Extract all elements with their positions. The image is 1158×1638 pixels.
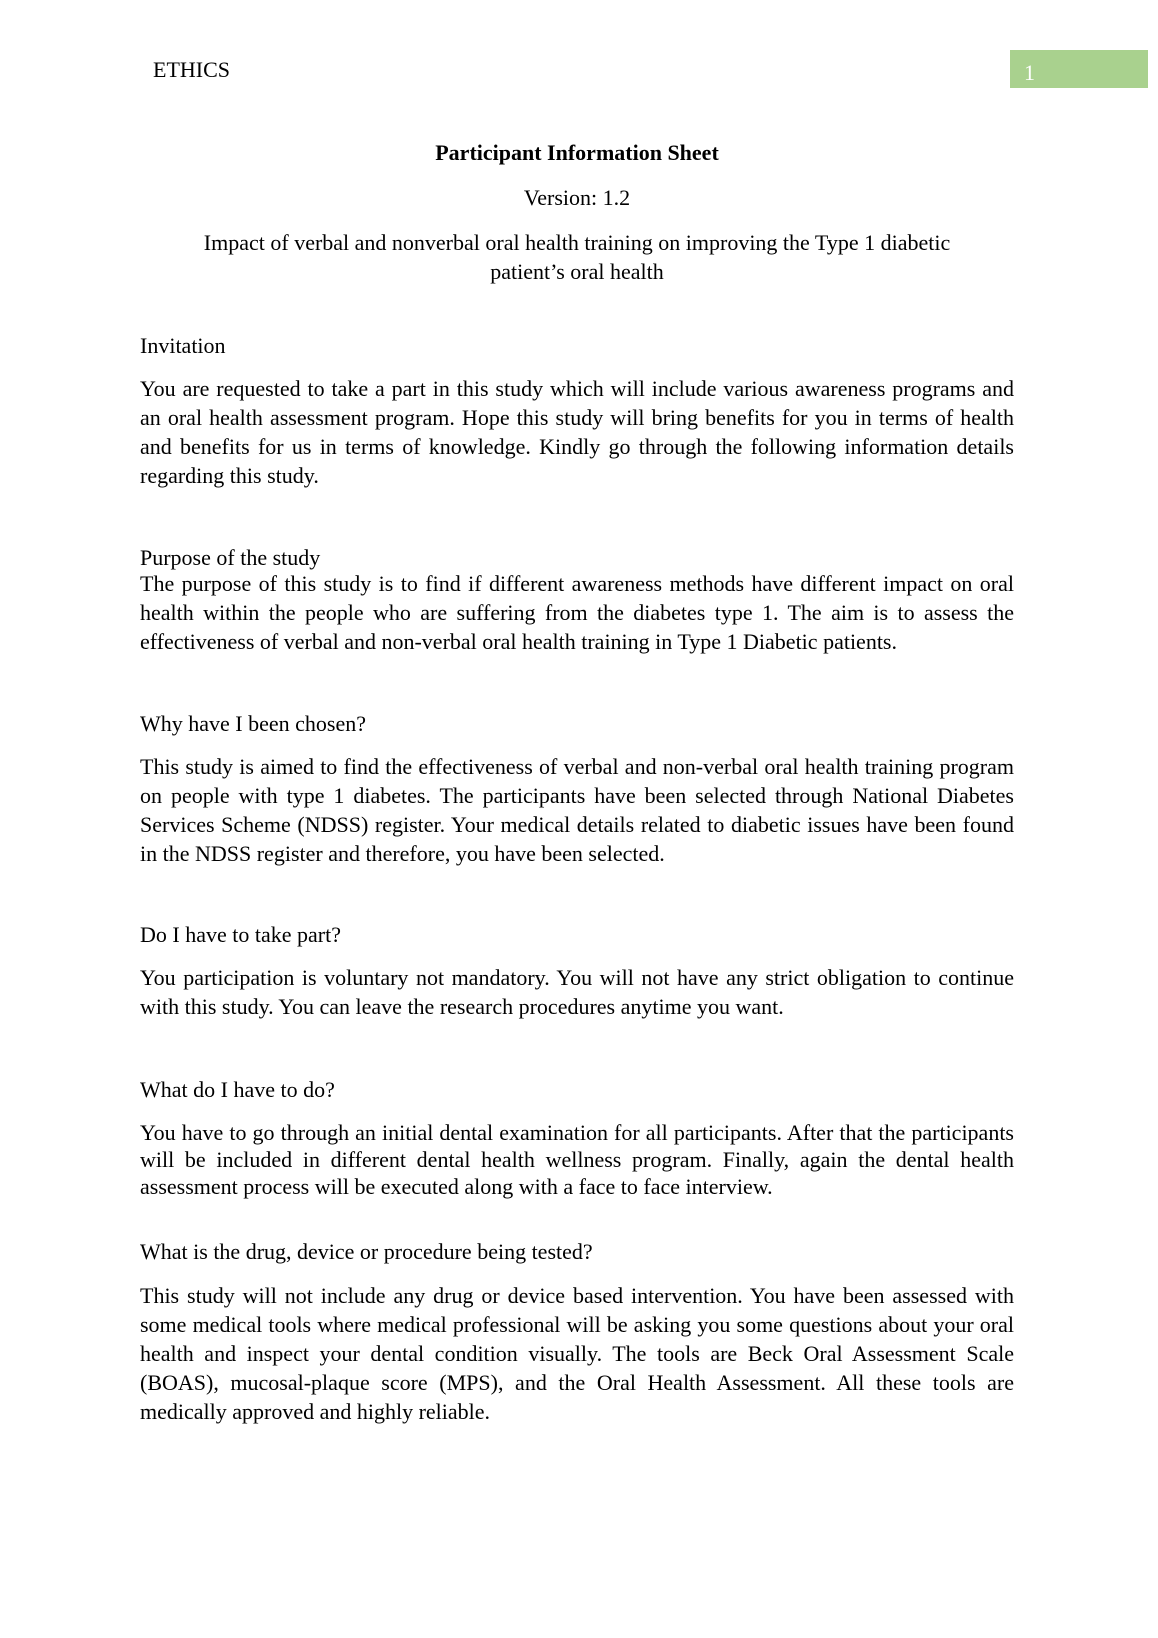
study-title: [140, 228, 1014, 286]
document-version: Version: 1.2: [523, 185, 631, 210]
section-body-drug-device: This study will not include any drug or device based intervention. You have been assessed with some medical tools where medical professional will be asking you some questions about your oral health and inspect your dental condition visually. The tools are Beck Oral Assessment Scale (BOAS), mucosal-plaque score (MPS), and the Oral Health Assessment. All these tools are medically approved and highly reliable.: [140, 1283, 1014, 1424]
section-body-purpose: The purpose of this study is to find if different awareness methods have different impact on oral health within the people who are suffering from the diabetes type 1. The aim is to assess the effectiveness of verbal and non-verbal oral health training in Type 1 Diabetic patients.: [140, 571, 1014, 654]
page-number: 1: [1024, 60, 1035, 85]
document-title: Participant Information Sheet: [435, 140, 719, 165]
running-header: ETHICS: [153, 57, 230, 82]
section-heading-why-chosen: Why have I been chosen?: [140, 711, 367, 736]
study-title-line-1: Impact of verbal and nonverbal oral health training on improving the Type 1 diabetic: [203, 230, 951, 255]
section-heading-what-to-do: What do I have to do?: [140, 1077, 335, 1102]
study-title-line-2: patient’s oral health: [490, 259, 664, 284]
section-body-invitation: You are requested to take a part in this study which will include various awareness programs and an oral health assessment program. Hope this study will bring benefits for you in terms of health and benefits for us in terms of knowledge. Kindly go through the following information details regarding this study.: [140, 376, 1014, 488]
section-body-why-chosen: This study is aimed to find the effectiveness of verbal and non-verbal oral health training program on people with type 1 diabetes. The participants have been selected through National Diabetes Services Scheme (NDSS) register. Your medical details related to diabetic issues have been found in the NDSS register and therefore, you have been selected.: [140, 754, 1014, 866]
section-heading-purpose: Purpose of the study: [140, 545, 321, 570]
page-number-box: [1010, 50, 1148, 88]
section-body-what-to-do: You have to go through an initial dental examination for all participants. After that the participants will be included in different dental health wellness program. Finally, again the dental health assessment process will be executed along with a face to face interview.: [140, 1120, 1014, 1199]
section-body-take-part: You participation is voluntary not mandatory. You will not have any strict obligation to continue with this study. You can leave the research procedures anytime you want.: [140, 965, 1014, 1019]
section-heading-invitation: Invitation: [140, 333, 226, 358]
section-heading-take-part: Do I have to take part?: [140, 922, 341, 947]
section-heading-drug-device: What is the drug, device or procedure being tested?: [140, 1239, 593, 1264]
